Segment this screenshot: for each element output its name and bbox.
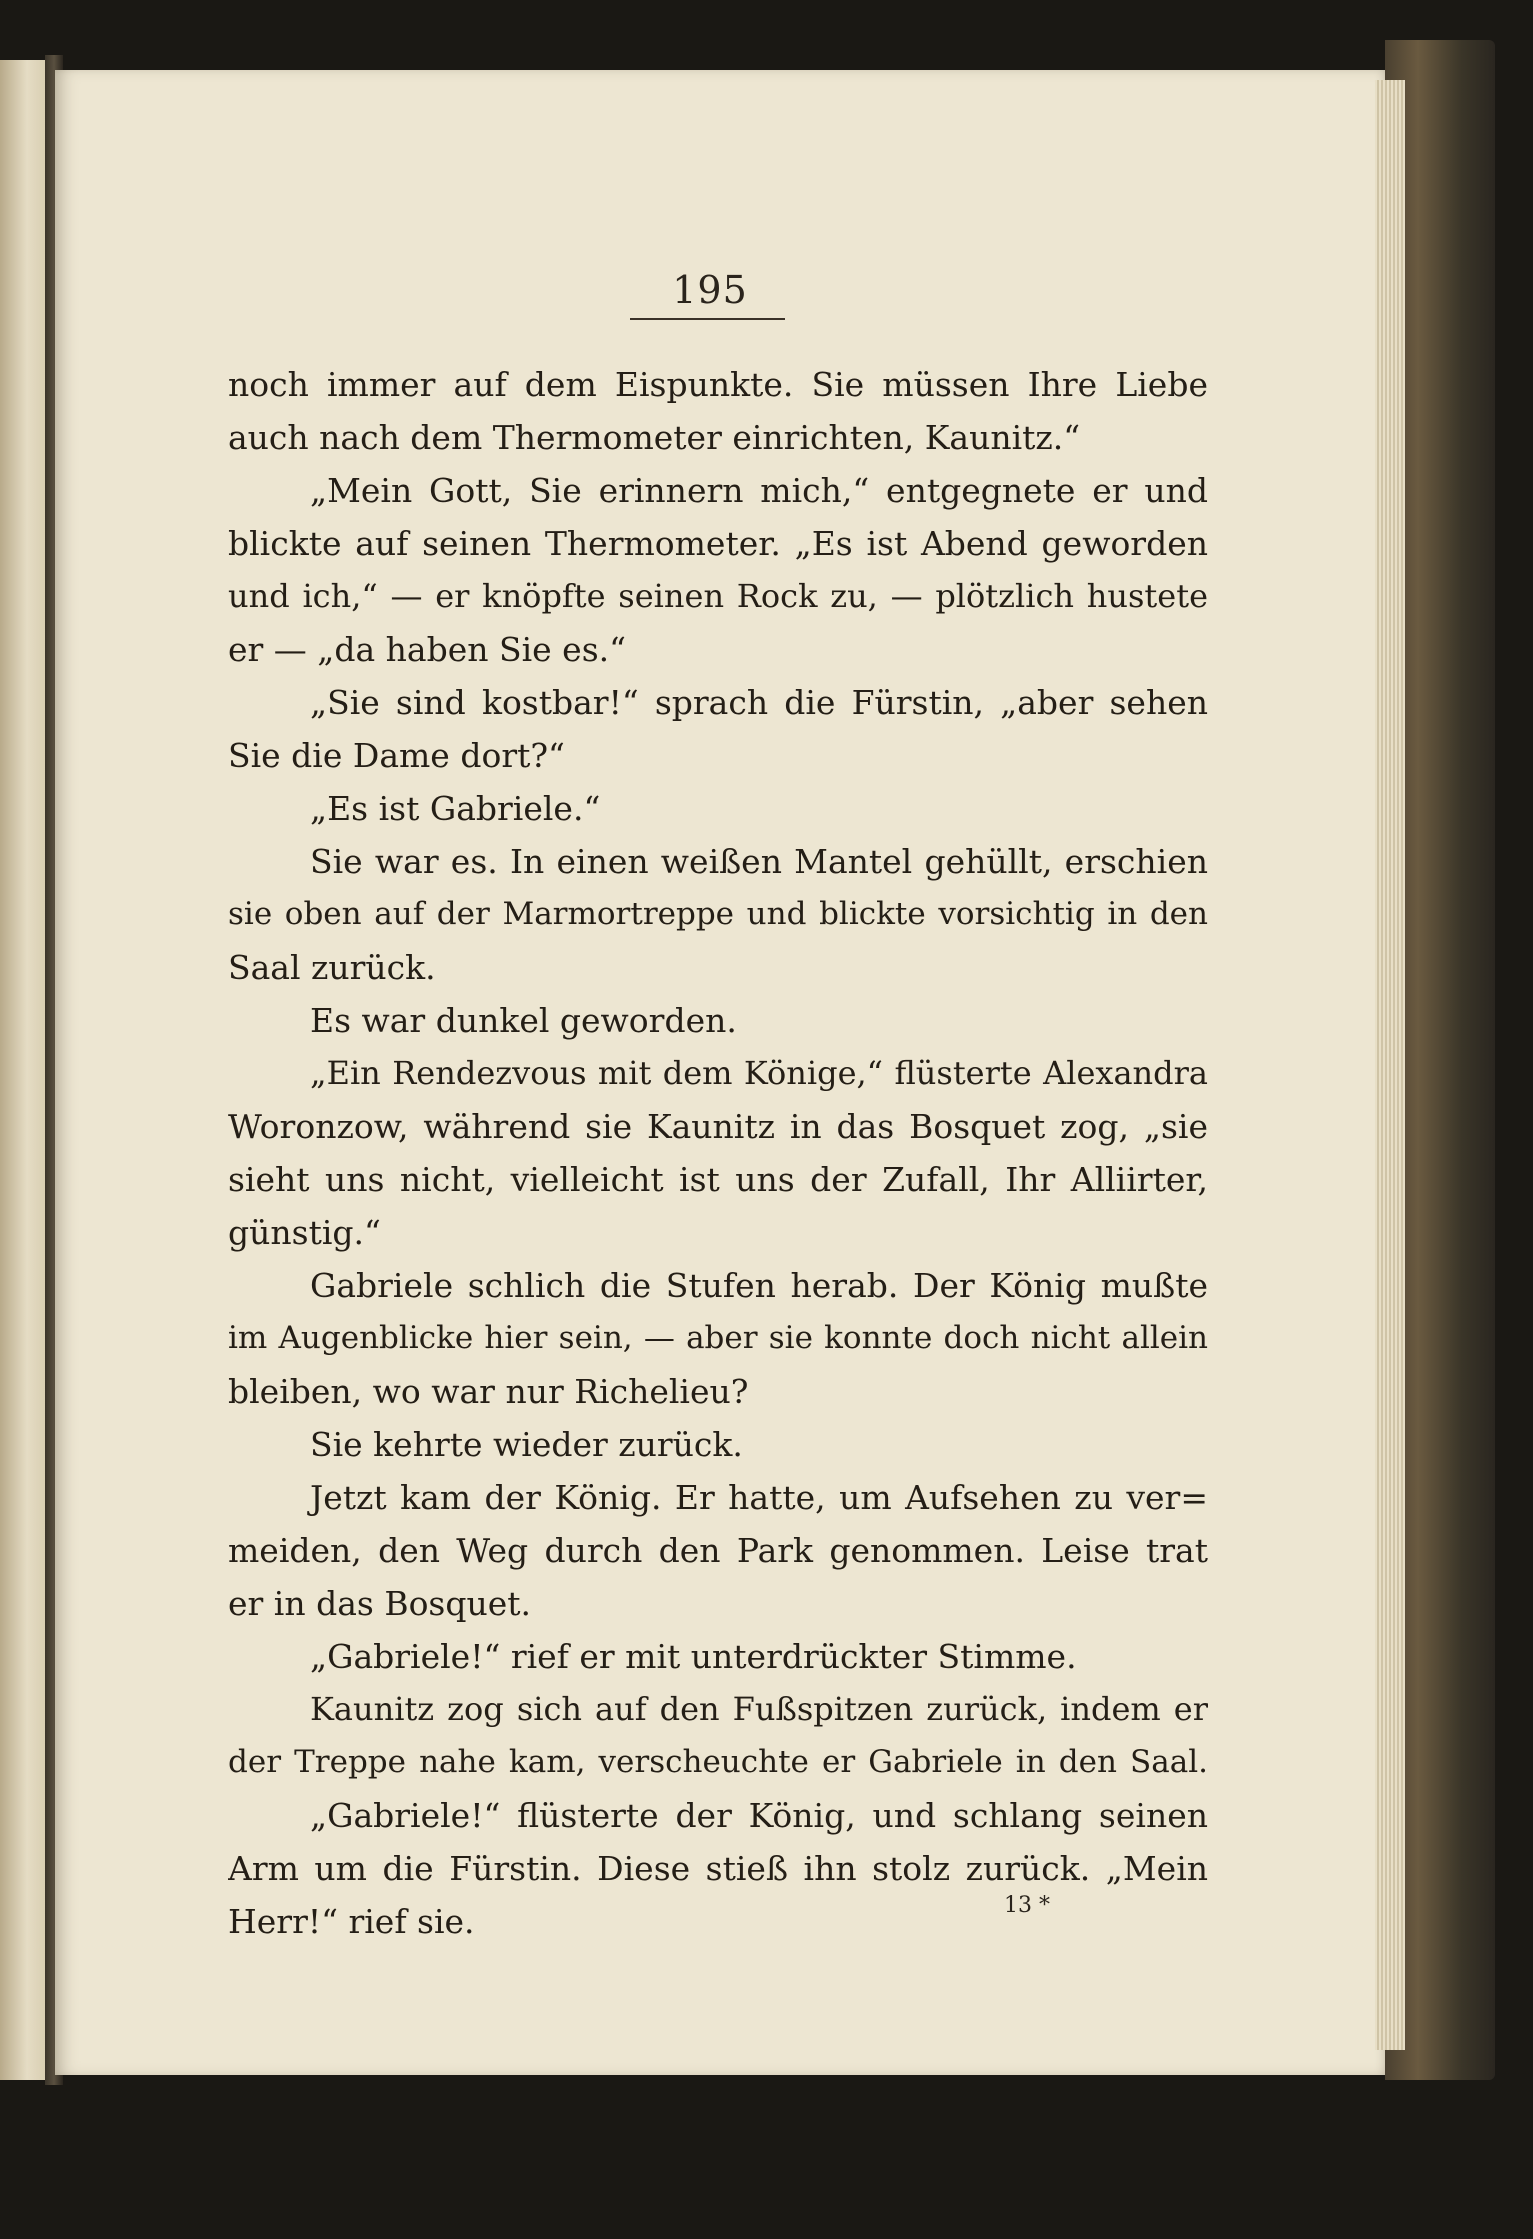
text-line: „Ein Rendezvous mit dem Könige,“ flüsterte Alexandra <box>310 1054 1208 1092</box>
text-line: Arm um die Fürstin. Diese stieß ihn stolz zurück. „Mein <box>228 1849 1208 1888</box>
text-line: Gabriele schlich die Stufen herab. Der König mußte <box>310 1266 1208 1305</box>
text-line: Woronzow, während sie Kaunitz in das Bosquet zog, „sie <box>228 1107 1208 1146</box>
text-line: der Treppe nahe kam, verscheuchte er Gabriele in den Saal. <box>228 1744 1208 1780</box>
text-line: „Mein Gott, Sie erinnern mich,“ entgegnete er und <box>310 471 1208 510</box>
text-line: sieht uns nicht, vielleicht ist uns der Zufall, Ihr Alliirter, <box>228 1160 1208 1199</box>
text-line: „Sie sind kostbar!“ sprach die Fürstin, „aber sehen <box>310 683 1208 722</box>
text-line: Sie die Dame dort?“ <box>228 736 565 775</box>
text-line: und ich,“ — er knöpfte seinen Rock zu, — plötzlich hustete <box>228 577 1208 615</box>
page-number: 195 <box>672 268 748 312</box>
text-line: Jetzt kam der König. Er hatte, um Aufsehen zu ver= <box>310 1478 1208 1517</box>
text-line: Sie kehrte wieder zurück. <box>310 1425 743 1464</box>
text-line: bleiben, wo war nur Richelieu? <box>228 1372 749 1411</box>
text-line: „Gabriele!“ rief er mit unterdrückter Stimme. <box>310 1637 1077 1676</box>
text-line: blickte auf seinen Thermometer. „Es ist Abend geworden <box>228 524 1208 563</box>
text-line: noch immer auf dem Eispunkte. Sie müssen Ihre Liebe <box>228 365 1208 404</box>
text-line: günstig.“ <box>228 1213 381 1252</box>
text-line: auch nach dem Thermometer einrichten, Kaunitz.“ <box>228 418 1081 457</box>
page-stack-edge <box>1375 80 1405 2050</box>
text-line: er — „da haben Sie es.“ <box>228 630 626 669</box>
signature-mark: 13 * <box>1004 1893 1050 1918</box>
text-line: meiden, den Weg durch den Park genommen. Leise trat <box>228 1531 1208 1570</box>
text-line: Saal zurück. <box>228 948 436 987</box>
text-line: „Gabriele!“ flüsterte der König, und schlang seinen <box>310 1796 1208 1835</box>
text-line: im Augenblicke hier sein, — aber sie konnte doch nicht allein <box>228 1320 1208 1356</box>
left-page-edge <box>0 60 47 2080</box>
body-text <box>228 358 1208 1948</box>
text-line: Herr!“ rief sie. <box>228 1902 475 1941</box>
text-line: Kaunitz zog sich auf den Fußspitzen zurück, indem er <box>310 1690 1208 1728</box>
text-line: Es war dunkel geworden. <box>310 1001 737 1040</box>
text-line: er in das Bosquet. <box>228 1584 532 1623</box>
text-line: sie oben auf der Marmortreppe und blickte vorsichtig in den <box>228 896 1208 932</box>
page-number-rule <box>630 318 785 320</box>
text-line: „Es ist Gabriele.“ <box>310 789 601 828</box>
text-line: Sie war es. In einen weißen Mantel gehüllt, erschien <box>310 842 1208 881</box>
